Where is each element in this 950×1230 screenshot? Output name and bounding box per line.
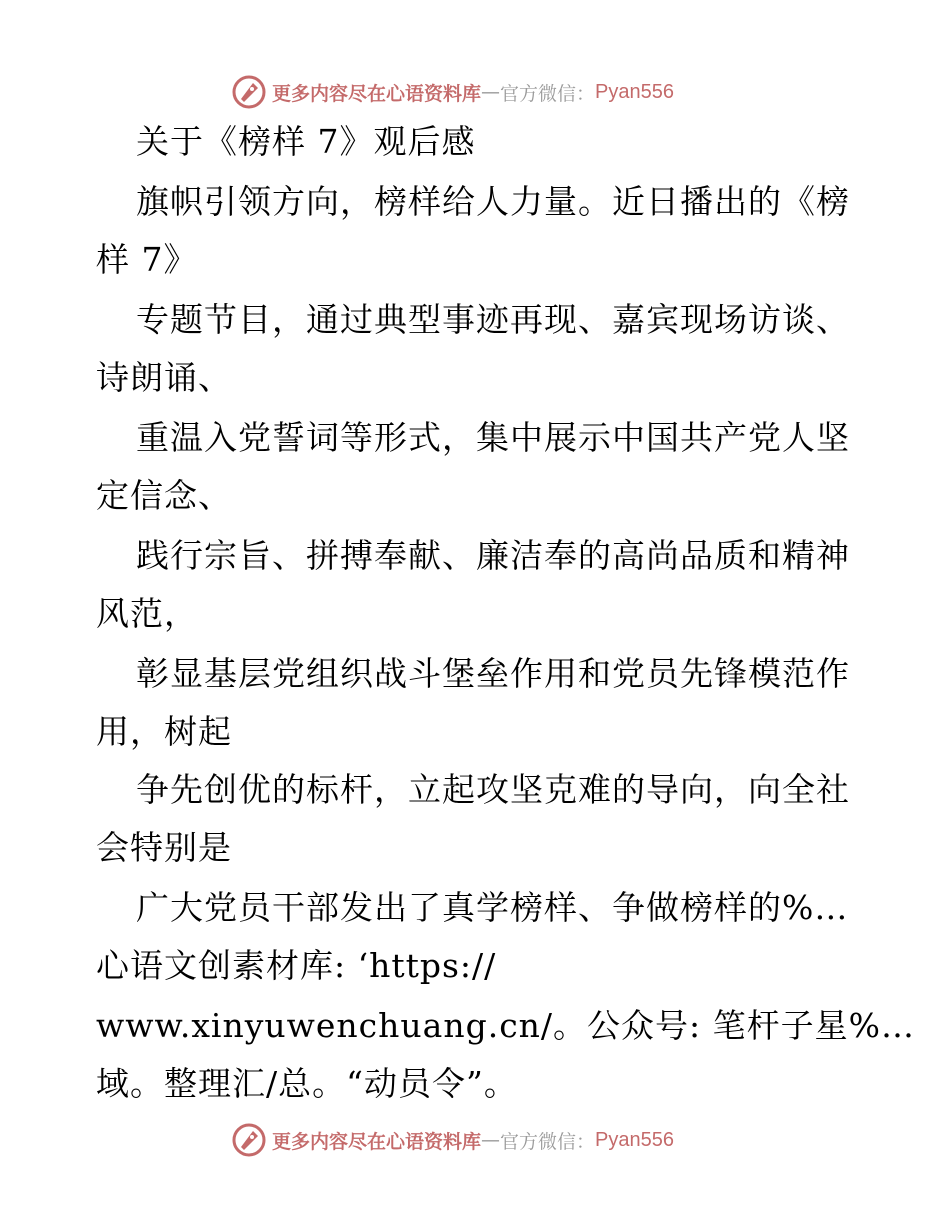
paragraph-line: 会特别是	[96, 828, 232, 867]
banner-wechat-id: Pyan556	[595, 1128, 674, 1151]
banner-wechat-label: 官方微信：	[500, 82, 596, 105]
paragraph-line: 争先创优的标杆，立起攻坚克难的导向，向全社	[136, 770, 850, 809]
paragraph-line: 重温入党誓词等形式，集中展示中国共产党人坚	[136, 418, 850, 457]
pen-nib-logo-icon	[232, 75, 266, 109]
banner-text: 更多内容尽在心语资料库	[272, 1130, 482, 1153]
paragraph-line: www.xinyuwenchuang.cn/。公众号: 笔杆子星%…	[96, 1006, 916, 1045]
banner-dash: —	[481, 1129, 501, 1151]
paragraph-line: 定信念、	[96, 476, 232, 515]
paragraph-line: 彰显基层党组织战斗堡垒作用和党员先锋模范作	[136, 654, 850, 693]
paragraph-line: 旗帜引领方向，榜样给人力量。近日播出的《榜	[136, 182, 850, 221]
banner-wechat-label: 官方微信：	[500, 1130, 596, 1153]
paragraph-line: 践行宗旨、拼搏奉献、廉洁奉的高尚品质和精神	[136, 536, 850, 575]
paragraph-line: 广大党员干部发出了真学榜样、争做榜样的%…	[136, 888, 849, 927]
paragraph-line: 专题节目，通过典型事迹再现、嘉宾现场访谈、	[136, 300, 850, 339]
paragraph-line: 心语文创素材库: ‘https://	[96, 946, 497, 985]
paragraph-line: 样 7》	[96, 240, 198, 279]
paragraph-line: 风范，	[96, 594, 198, 633]
banner-wechat-id: Pyan556	[595, 80, 674, 103]
pen-nib-logo-icon	[232, 1123, 266, 1157]
header-banner	[232, 72, 722, 112]
document-title: 关于《榜样 7》观后感	[136, 122, 476, 161]
paragraph-line: 诗朗诵、	[96, 358, 232, 397]
footer-banner	[232, 1120, 722, 1160]
banner-dash: —	[481, 81, 501, 103]
banner-text: 更多内容尽在心语资料库	[272, 82, 482, 105]
paragraph-line: 域。整理汇/总。“动员令”。	[96, 1064, 518, 1103]
paragraph-line: 用，树起	[96, 712, 232, 751]
